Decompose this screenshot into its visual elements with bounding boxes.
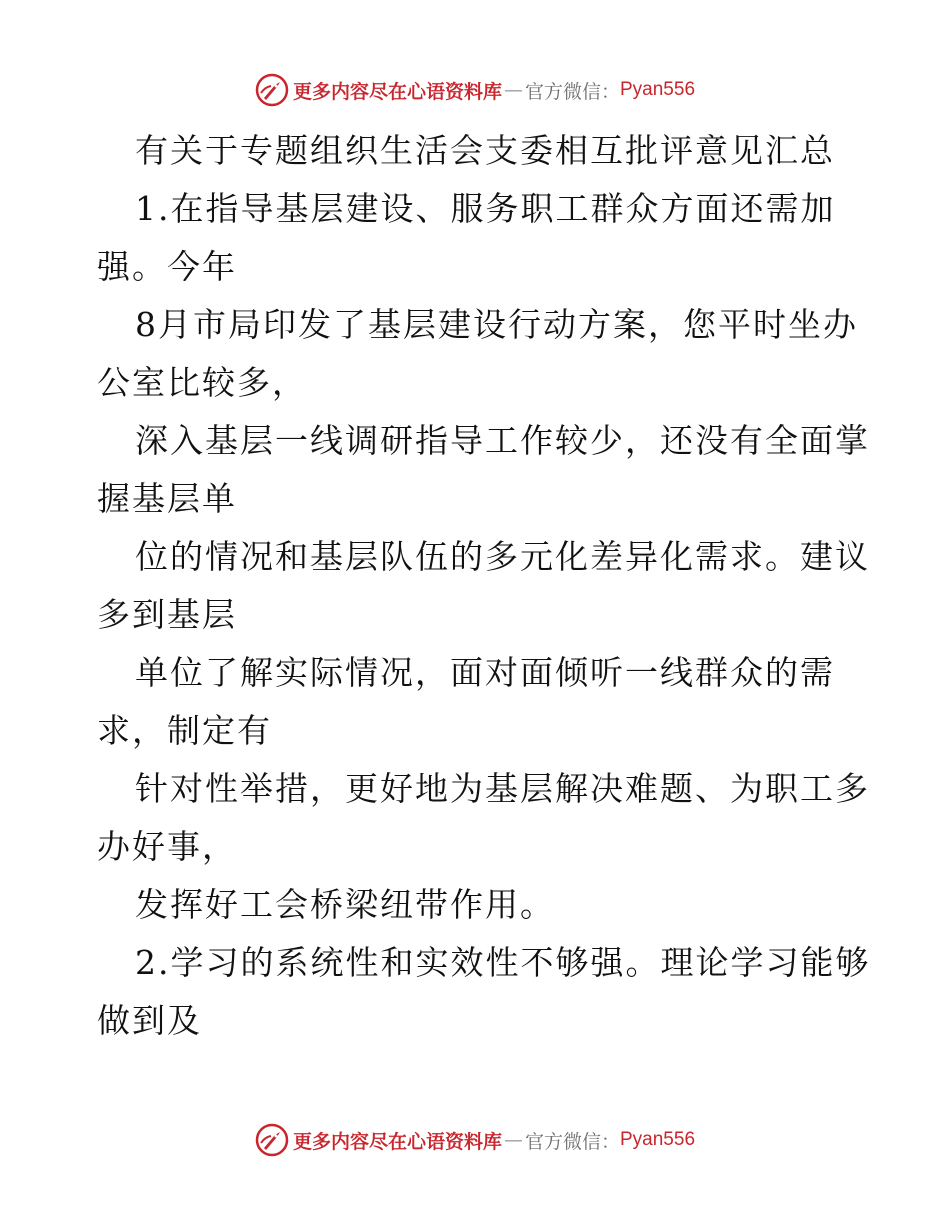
paragraph-line: 公室比较多，	[97, 363, 307, 402]
paragraph-line: 深入基层一线调研指导工作较少，还没有全面掌	[135, 421, 870, 460]
paragraph-line: 2.学习的系统性和实效性不够强。理论学习能够	[135, 943, 871, 982]
pen-nib-logo-icon	[255, 1123, 289, 1157]
paragraph-line: 求，制定有	[97, 711, 272, 750]
paragraph-line: 针对性举措，更好地为基层解决难题、为职工多	[135, 769, 870, 808]
header-banner	[0, 70, 950, 110]
paragraph-line: 单位了解实际情况，面对面倾听一线群众的需	[135, 653, 835, 692]
wechat-label: 官方微信：	[524, 1130, 620, 1153]
paragraph-line: 8月市局印发了基层建设行动方案，您平时坐办	[135, 305, 858, 344]
document-body	[97, 122, 871, 1050]
paragraph-line: 1.在指导基层建设、服务职工群众方面还需加	[135, 189, 836, 228]
footer-banner	[0, 1120, 950, 1160]
wechat-account: Pyan556	[620, 79, 696, 100]
paragraph-line: 多到基层	[97, 595, 237, 634]
paragraph-line: 发挥好工会桥梁纽带作用。	[135, 885, 555, 924]
banner-separator: —	[503, 79, 523, 101]
wechat-label: 官方微信：	[524, 80, 620, 103]
brand-text: 更多内容尽在心语资料库	[292, 80, 502, 103]
paragraph-line: 办好事，	[97, 827, 237, 866]
brand-text: 更多内容尽在心语资料库	[292, 1130, 502, 1153]
paragraph-line: 做到及	[97, 1001, 202, 1040]
paragraph-line: 位的情况和基层队伍的多元化差异化需求。建议	[135, 537, 870, 576]
paragraph-line: 握基层单	[97, 479, 237, 518]
pen-nib-logo-icon	[255, 73, 289, 107]
paragraph-line: 强。今年	[97, 247, 237, 286]
wechat-account: Pyan556	[620, 1129, 696, 1150]
banner-separator: —	[503, 1129, 523, 1151]
document-title: 有关于专题组织生活会支委相互批评意见汇总	[135, 131, 835, 170]
